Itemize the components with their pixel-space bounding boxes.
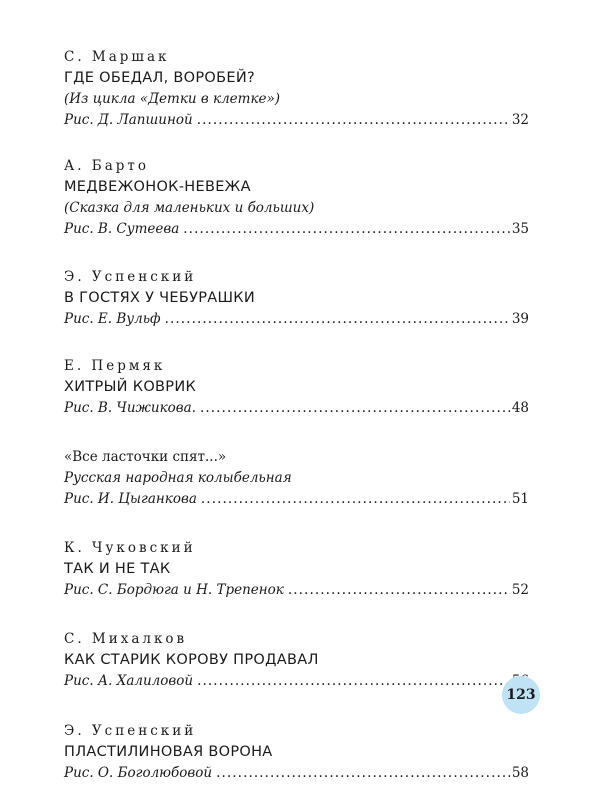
table-of-contents [64, 47, 529, 809]
entry-author: К. Чуковский [64, 540, 196, 556]
entry-note: (Сказка для маленьких и больших) [64, 200, 315, 216]
dot-leader [197, 671, 510, 692]
entry-note: Русская народная колыбельная [64, 470, 292, 486]
entry-illustrator-line [64, 763, 529, 784]
entry-title: КАК СТАРИК КОРОВУ ПРОДАВАЛ [64, 652, 319, 668]
entry-heading: «Все ласточки спят...» [64, 449, 227, 465]
entry-author: Е. Пермяк [64, 358, 166, 374]
page-number-badge: 123 [502, 676, 540, 714]
dot-leader [165, 309, 510, 330]
entry-page-number: 51 [511, 491, 529, 507]
entry-author: Э. Успенский [64, 269, 197, 285]
toc-entry [64, 447, 529, 510]
dot-leader [288, 580, 510, 601]
entry-page-number: 58 [511, 765, 529, 781]
entry-illustrator: Рис. О. Боголюбовой [64, 765, 213, 781]
entry-illustrator-line [64, 309, 529, 330]
entry-illustrator: Рис. Д. Лапшиной [64, 112, 193, 128]
entry-illustrator-line [64, 489, 529, 510]
entry-page-number: 48 [511, 400, 529, 416]
entry-title: МЕДВЕЖОНОК-НЕВЕЖА [64, 179, 251, 195]
entry-illustrator-line [64, 219, 529, 240]
dot-leader [201, 489, 510, 510]
entry-page-number: 39 [511, 311, 529, 327]
toc-entry [64, 47, 529, 131]
entry-title: ГДЕ ОБЕДАЛ, ВОРОБЕЙ? [64, 70, 256, 86]
entry-illustrator-line [64, 671, 529, 692]
entry-page-number: 52 [511, 582, 529, 598]
entry-illustrator: Рис. А. Халиловой [64, 673, 194, 689]
entry-page-number: 35 [511, 221, 529, 237]
entry-page-number: 32 [511, 112, 529, 128]
entry-title: ПЛАСТИЛИНОВАЯ ВОРОНА [64, 744, 273, 760]
entry-illustrator: Рис. И. Цыганкова [64, 491, 197, 507]
entry-illustrator-line [64, 580, 529, 601]
entry-author: С. Михалков [64, 631, 188, 647]
entry-illustrator: Рис. С. Бордюга и Н. Трепенок [64, 582, 284, 598]
toc-entry [64, 356, 529, 419]
entry-title: В ГОСТЯХ У ЧЕБУРАШКИ [64, 290, 256, 306]
dot-leader [183, 219, 510, 240]
entry-illustrator: Рис. В. Сутеева [64, 221, 180, 237]
dot-leader [200, 398, 510, 419]
entry-author: А. Барто [64, 158, 150, 174]
toc-entry [64, 156, 529, 240]
entry-illustrator-line [64, 398, 529, 419]
entry-author: С. Маршак [64, 49, 170, 65]
entry-note: (Из цикла «Детки в клетке») [64, 91, 281, 107]
toc-entry [64, 629, 529, 692]
dot-leader [216, 763, 510, 784]
entry-illustrator: Рис. Е. Вульф [64, 311, 161, 327]
entry-illustrator-line [64, 110, 529, 131]
entry-illustrator: Рис. В. Чижикова. [64, 400, 196, 416]
entry-title: ТАК И НЕ ТАК [64, 561, 171, 577]
toc-entry [64, 538, 529, 601]
toc-entry [64, 721, 529, 784]
entry-author: Э. Успенский [64, 723, 197, 739]
entry-title: ХИТРЫЙ КОВРИК [64, 379, 197, 395]
toc-entry [64, 267, 529, 330]
dot-leader [197, 110, 510, 131]
